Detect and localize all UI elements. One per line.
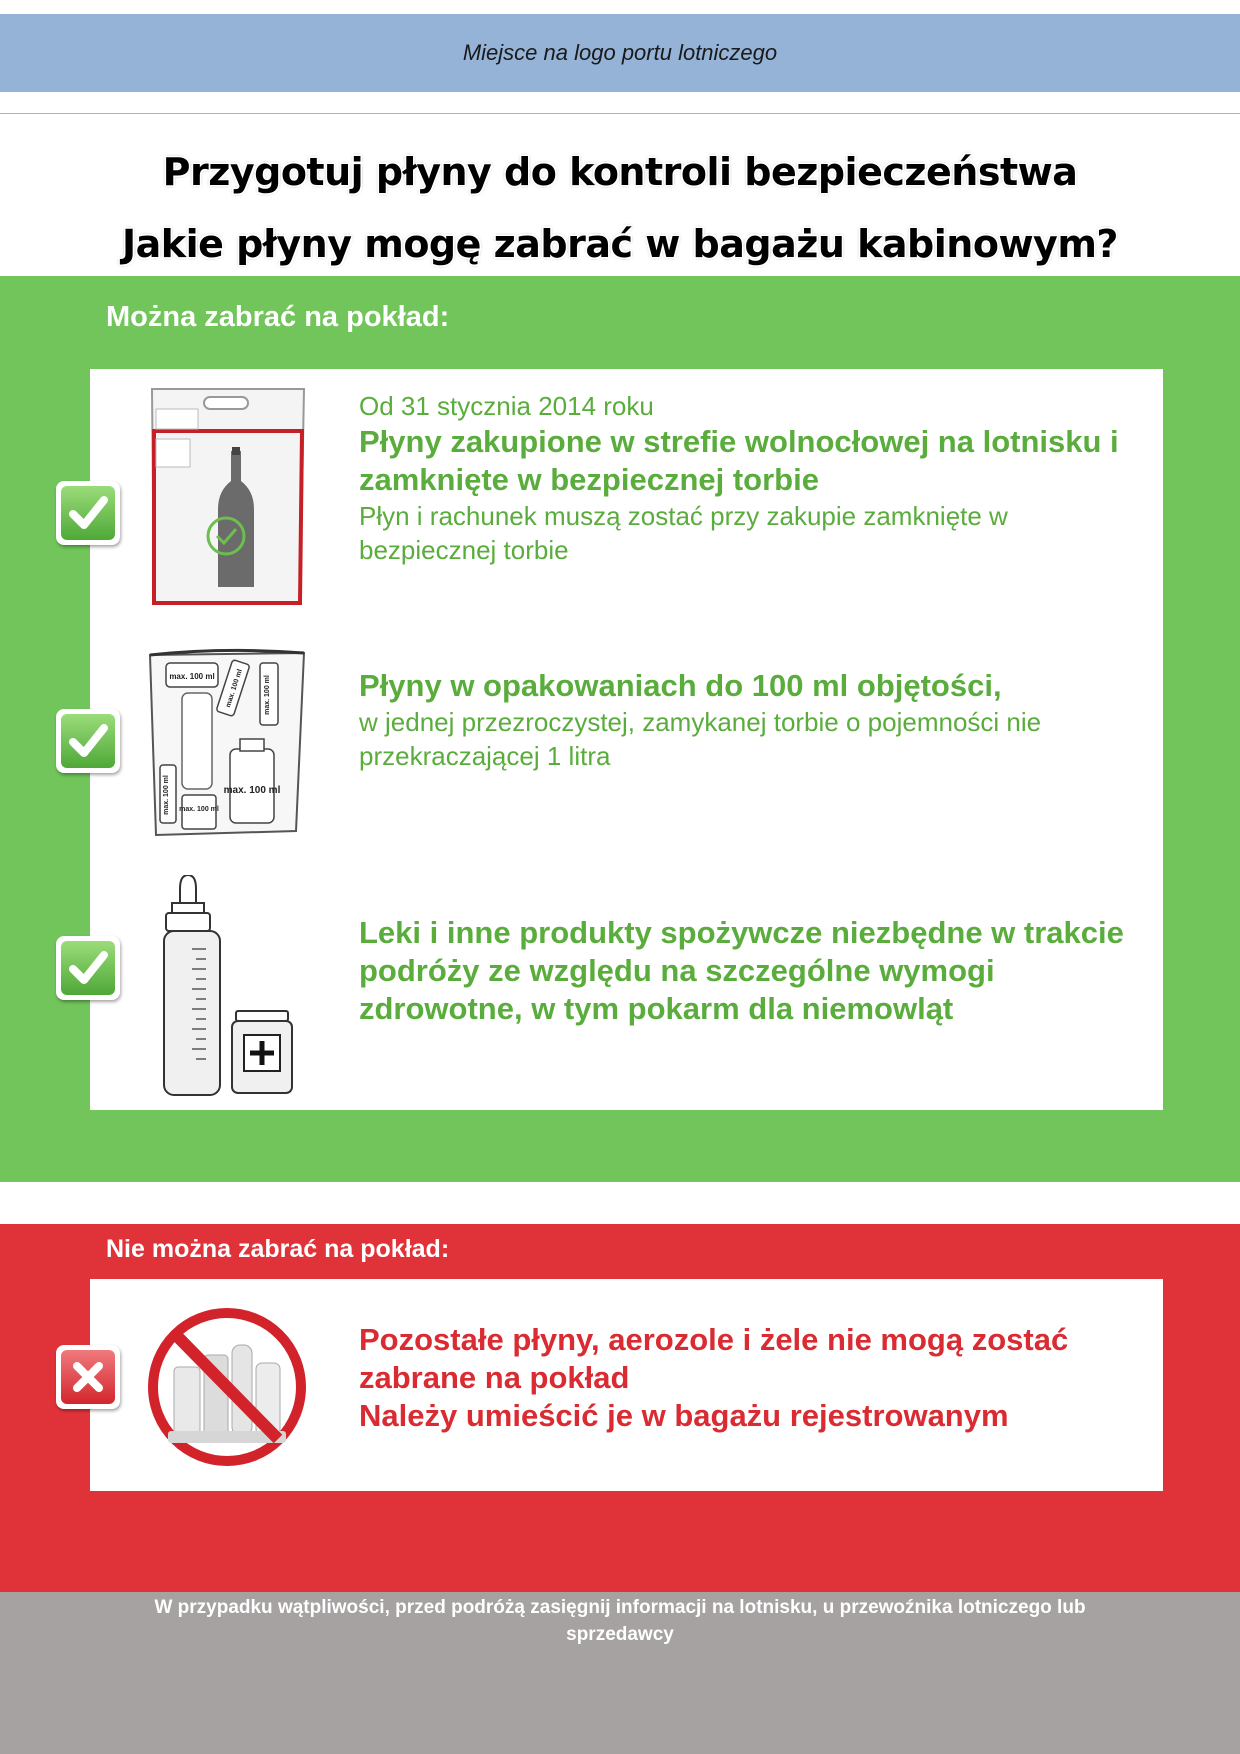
page-title: Przygotuj płyny do kontroli bezpieczeństwa: [162, 150, 1078, 194]
allowed-item-2-headline: Płyny w opakowaniach do 100 ml objętości,: [359, 668, 1002, 703]
bag-label: max. 100 ml: [163, 775, 170, 815]
no-liquids-icon: [144, 1307, 310, 1472]
baby-food-medicine-illustration: [162, 875, 302, 1102]
allowed-section: [0, 276, 1240, 1182]
forbidden-panel: [90, 1279, 1163, 1491]
footer-note: W przypadku wątpliwości, przed podróżą zasięgnij informacji na lotnisku, u przewoźnika lotniczego lub sprzedawcy: [154, 1597, 1086, 1645]
forbidden-line-1: Pozostałe płyny, aerozole i żele nie mogą zostać zabrane na pokład: [359, 1322, 1069, 1395]
forbidden-heading: Nie można zabrać na pokład:: [106, 1235, 450, 1263]
bag-label: max. 100 ml: [223, 785, 281, 796]
allowed-item-3-text: [359, 914, 1149, 1028]
allowed-item-1-text: [359, 389, 1159, 567]
allowed-item-1-detail: Płyn i rachunek muszą zostać przy zakupie zamknięte w bezpiecznej torbie: [359, 501, 1008, 565]
allowed-item-1-intro: Od 31 stycznia 2014 roku: [359, 391, 654, 421]
check-icon: [56, 709, 120, 773]
allowed-item-2-detail: w jednej przezroczystej, zamykanej torbie o pojemności nie przekraczającej 1 litra: [359, 707, 1042, 771]
check-icon: [56, 481, 120, 545]
bag-label: max. 100 ml: [169, 672, 215, 681]
allowed-heading: Można zabrać na pokład:: [106, 301, 450, 333]
cross-icon: [56, 1345, 120, 1409]
forbidden-section: [0, 1224, 1240, 1592]
allowed-panel: [90, 369, 1163, 1110]
allowed-item-3-headline: Leki i inne produkty spożywcze niezbędne w trakcie podróży ze względu na szczególne wymogi zdrowotne, w tym pokarm dla niemowląt: [359, 915, 1124, 1026]
forbidden-text: [359, 1321, 1149, 1435]
bag-label: max. 100 ml: [179, 806, 219, 813]
allowed-item-2-text: [359, 667, 1149, 773]
airport-logo-placeholder: Miejsce na logo portu lotniczego: [0, 14, 1240, 92]
liquids-bag-illustration: [146, 645, 311, 846]
check-icon: [56, 936, 120, 1000]
forbidden-line-2: Należy umieścić je w bagażu rejestrowanym: [359, 1398, 1009, 1433]
bag-label: max. 100 ml: [264, 675, 271, 715]
duty-free-bag-illustration: [146, 381, 311, 612]
allowed-item-1-headline: Płyny zakupione w strefie wolnocłowej na lotnisku i zamknięte w bezpiecznej torbie: [359, 424, 1119, 497]
page-subtitle: Jakie płyny mogę zabrać w bagażu kabinowym?: [122, 222, 1118, 266]
divider: [0, 113, 1240, 114]
bag-label: max. 100 ml: [224, 668, 244, 709]
